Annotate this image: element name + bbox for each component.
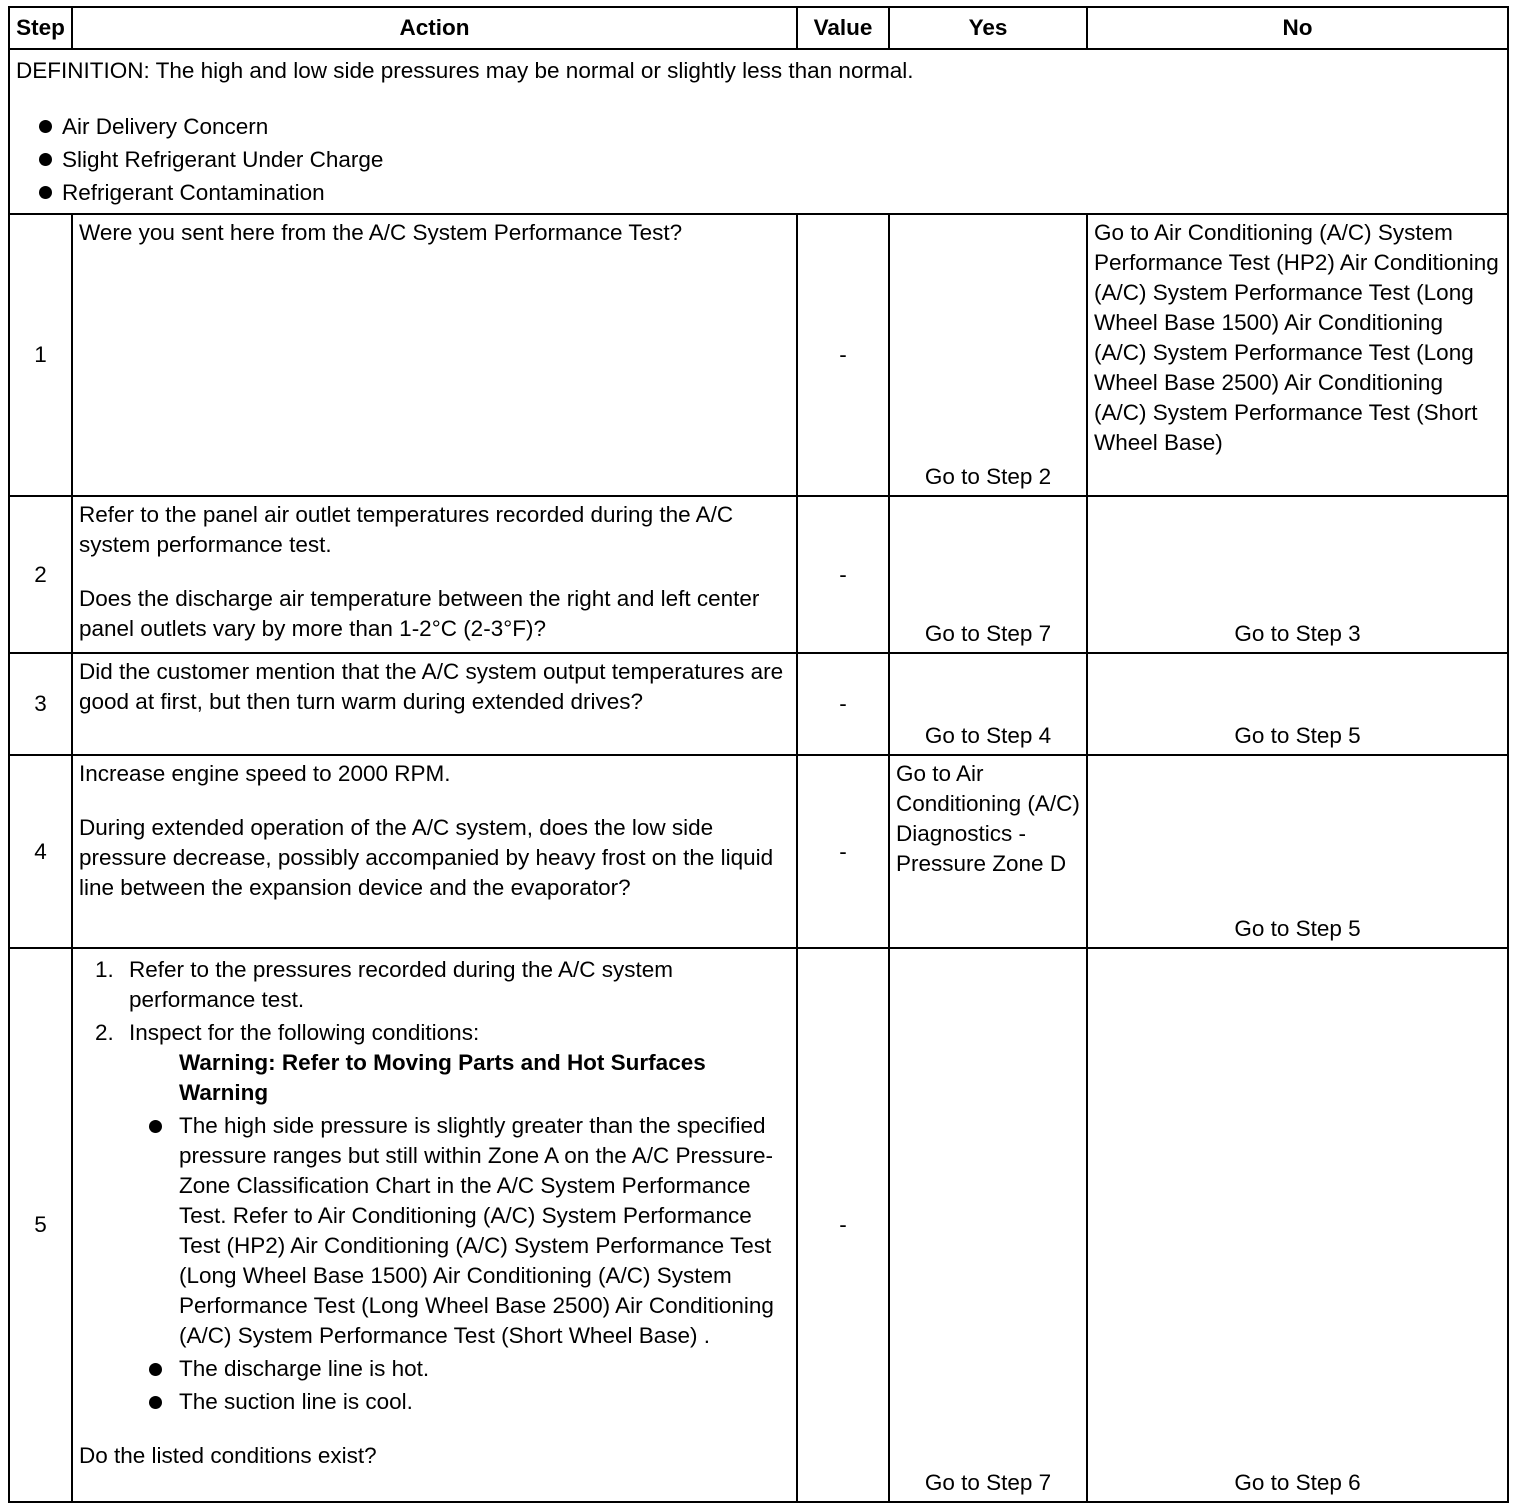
value-cell: - (797, 214, 889, 496)
action-cell (72, 496, 797, 653)
definition-item: Refrigerant Contamination (16, 176, 1501, 209)
diagnostic-table (8, 6, 1509, 1503)
header-action: Action (72, 7, 797, 49)
value-cell: - (797, 653, 889, 755)
action-question: Does the discharge air temperature between the right and left center panel outlets vary by more than 1-2°C (2-3°F)? (79, 586, 760, 641)
definition-item: Air Delivery Concern (16, 110, 1501, 143)
action-text: Refer to the panel air outlet temperatures recorded during the A/C system performance test. (79, 502, 734, 557)
conditions-block (79, 1048, 790, 1417)
action-text: Were you sent here from the A/C System Performance Test? (79, 220, 683, 245)
table-row (9, 496, 1508, 653)
header-yes: Yes (889, 7, 1087, 49)
yes-cell: Go to Step 2 (889, 214, 1087, 496)
definition-item: Slight Refrigerant Under Charge (16, 143, 1501, 176)
condition-item: The high side pressure is slightly greater than the specified pressure ranges but still within Zone A on the A/C Pressure-Zone Classification Chart in the A/C System Performance Test. Refer to Air Conditioning (A/C) System Performance Test (HP2) Air Conditioning (A/C) System Performance Test (Long Wheel Base 1500) Air Conditioning (A/C) System Performance Test (Long Wheel Base 2500) Air Conditioning (A/C) System Performance Test (Short Wheel Base) . (179, 1111, 790, 1351)
header-step: Step (9, 7, 72, 49)
yes-cell: Go to Step 7 (889, 496, 1087, 653)
step-index: 2. (95, 1020, 114, 1045)
yes-cell: Go to Step 7 (889, 948, 1087, 1502)
numbered-step-text: Refer to the pressures recorded during the A/C system performance test. (129, 957, 674, 1012)
table-row (9, 948, 1508, 1502)
step-number: 2 (9, 496, 72, 653)
definition-row (9, 49, 1508, 214)
no-cell: Go to Step 3 (1087, 496, 1508, 653)
value-cell: - (797, 755, 889, 948)
action-question: Do the listed conditions exist? (79, 1443, 377, 1468)
no-cell: Go to Step 6 (1087, 948, 1508, 1502)
no-cell: Go to Step 5 (1087, 755, 1508, 948)
no-cell: Go to Step 5 (1087, 653, 1508, 755)
action-text: Did the customer mention that the A/C system output temperatures are good at first, but then turn warm during extended drives? (79, 659, 784, 714)
warning-text: Warning: Refer to Moving Parts and Hot Surfaces Warning (179, 1050, 706, 1105)
no-cell: Go to Air Conditioning (A/C) System Performance Test (HP2) Air Conditioning (A/C) System Performance Test (Long Wheel Base 1500) Air Conditioning (A/C) System Performance Test (Long Wheel Base 2500) Air Conditioning (A/C) System Performance Test (Short Wheel Base) (1087, 214, 1508, 496)
numbered-step (79, 955, 790, 1015)
action-cell (72, 653, 797, 755)
step-number: 5 (9, 948, 72, 1502)
action-question: During extended operation of the A/C system, does the low side pressure decrease, possibly accompanied by heavy frost on the liquid line between the expansion device and the evaporator? (79, 815, 774, 900)
definition-cell (9, 49, 1508, 214)
action-cell (72, 755, 797, 948)
header-value: Value (797, 7, 889, 49)
table-row (9, 653, 1508, 755)
condition-item: The discharge line is hot. (179, 1354, 790, 1384)
table-row (9, 755, 1508, 948)
step-index: 1. (95, 957, 114, 982)
step-number: 3 (9, 653, 72, 755)
action-cell (72, 214, 797, 496)
definition-text: DEFINITION: The high and low side pressures may be normal or slightly less than normal. (16, 58, 914, 83)
step-number: 4 (9, 755, 72, 948)
step-number: 1 (9, 214, 72, 496)
yes-cell: Go to Step 4 (889, 653, 1087, 755)
value-cell: - (797, 948, 889, 1502)
action-text: Increase engine speed to 2000 RPM. (79, 761, 451, 786)
table-row (9, 214, 1508, 496)
yes-cell: Go to Air Conditioning (A/C) Diagnostics - Pressure Zone D (889, 755, 1087, 948)
header-no: No (1087, 7, 1508, 49)
numbered-step-text: Inspect for the following conditions: (129, 1020, 480, 1045)
condition-item: The suction line is cool. (179, 1387, 790, 1417)
action-cell (72, 948, 797, 1502)
value-cell: - (797, 496, 889, 653)
numbered-step (79, 1018, 790, 1048)
header-row (9, 7, 1508, 49)
